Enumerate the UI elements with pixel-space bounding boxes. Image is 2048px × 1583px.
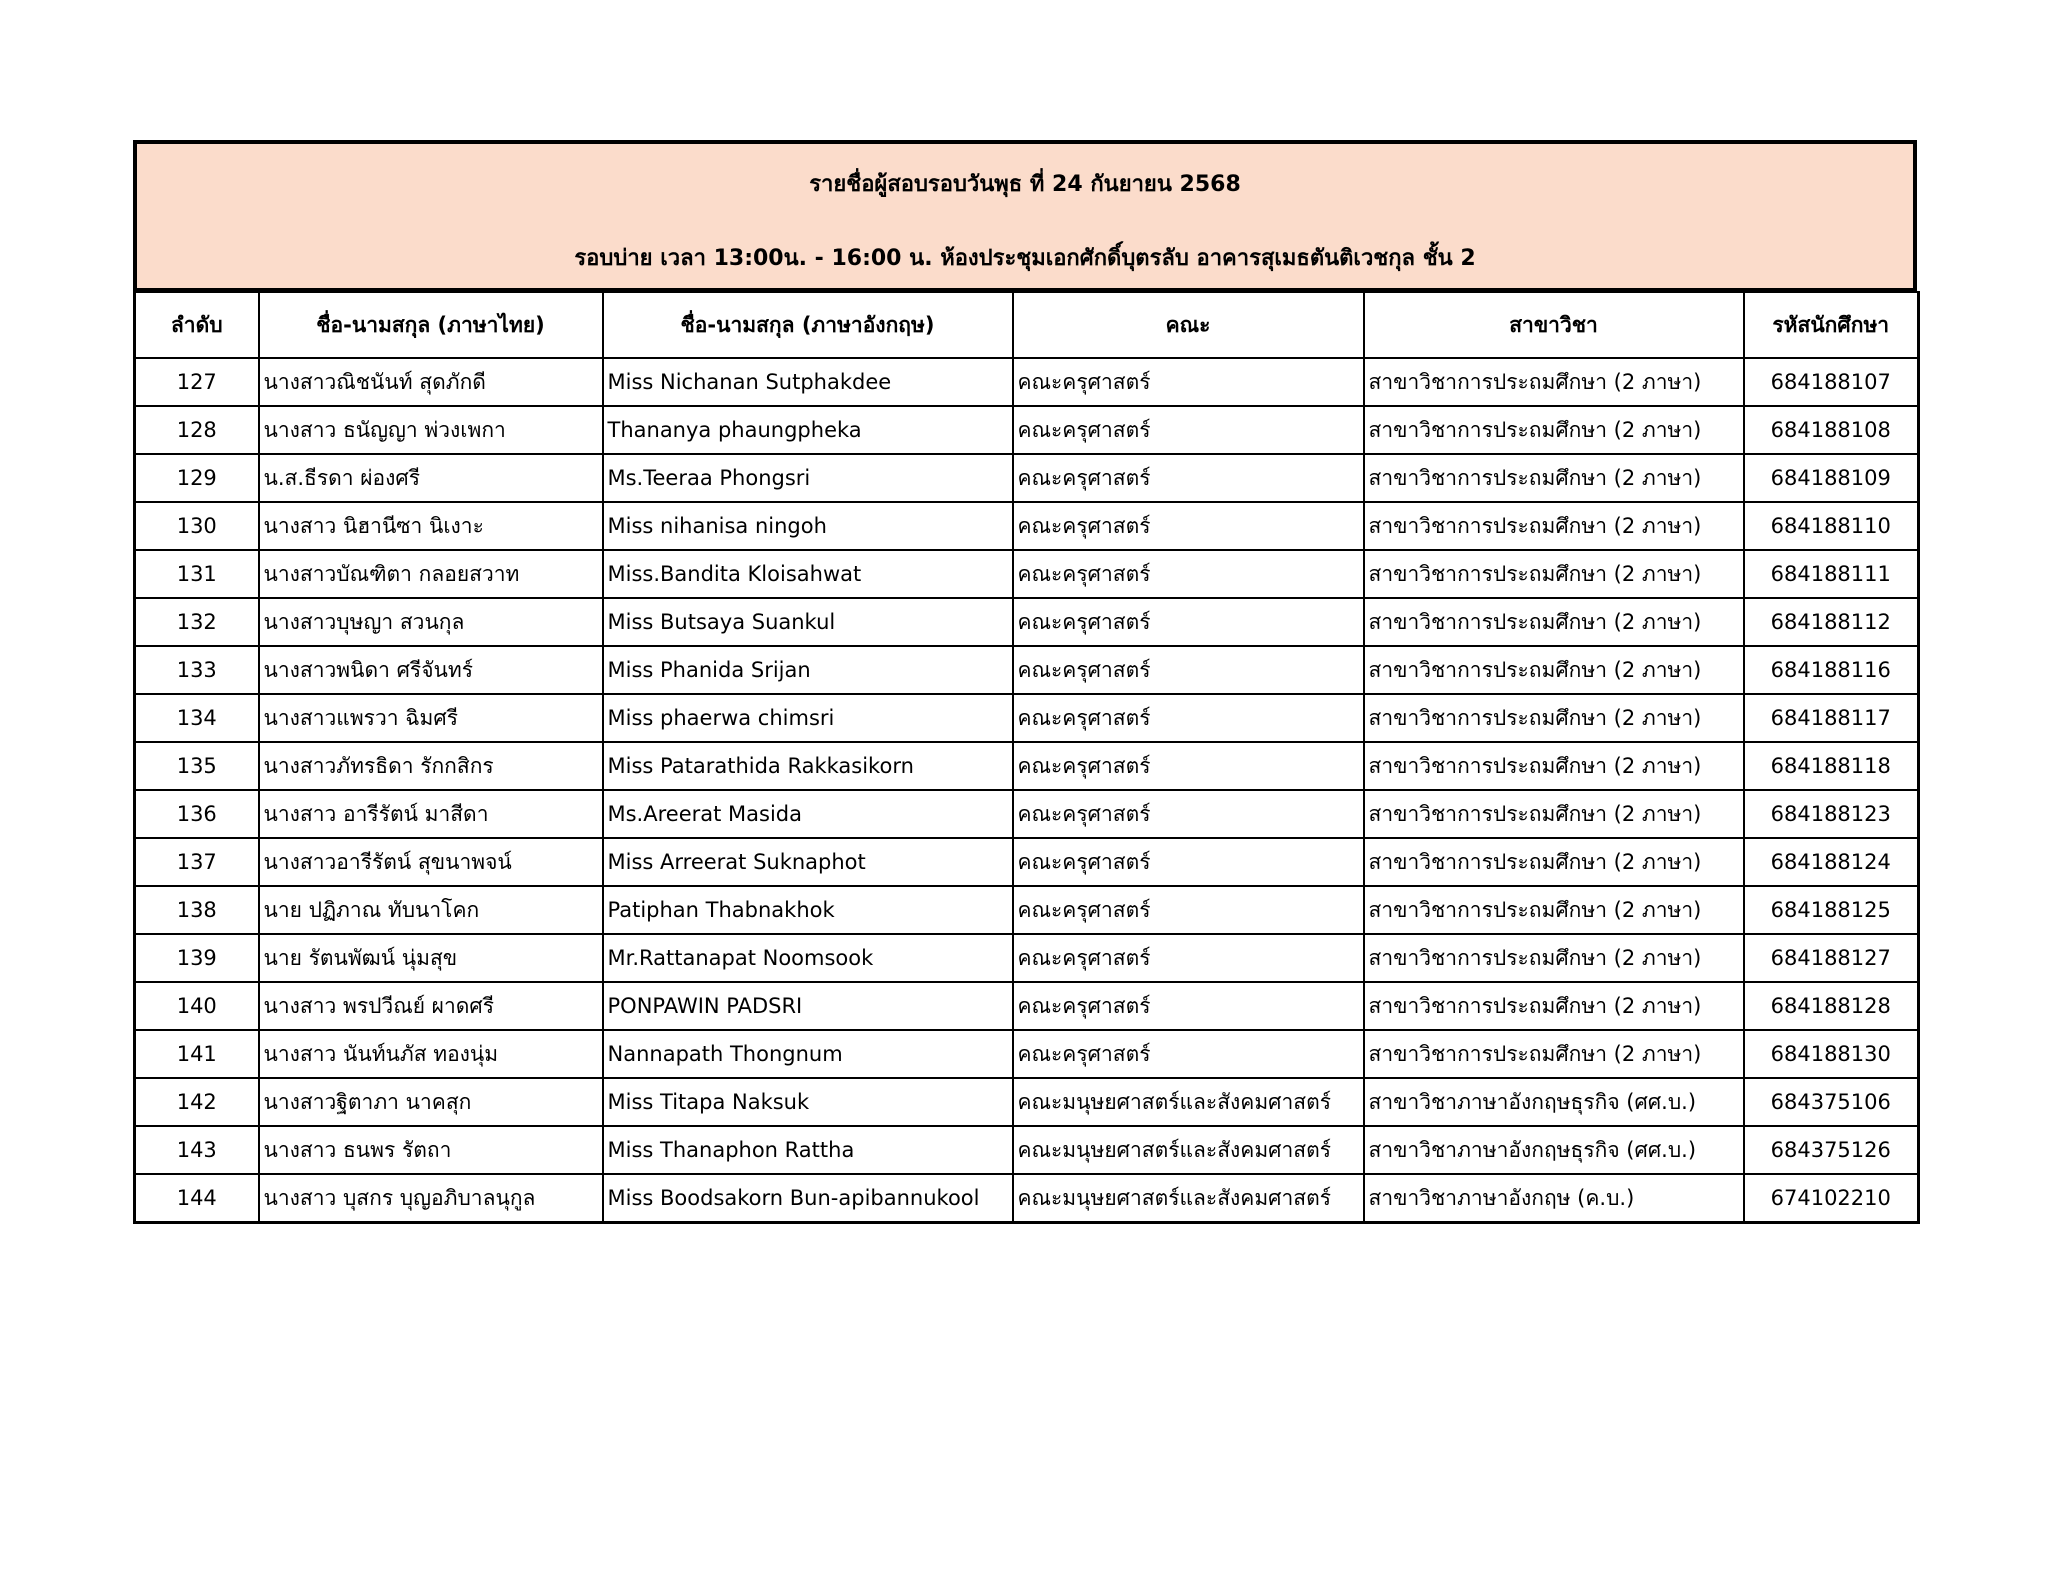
cell-order: 131 (135, 550, 259, 598)
table-row (135, 502, 1919, 550)
cell-thai-name: นางสาว นิฮานีซา นิเงาะ (259, 502, 603, 550)
cell-faculty: คณะครุศาสตร์ (1013, 646, 1364, 694)
cell-thai-name: นางสาว ธนัญญา พ่วงเพกา (259, 406, 603, 454)
cell-english-name: Miss Nichanan Sutphakdee (603, 358, 1013, 406)
cell-student-id: 684188124 (1744, 838, 1919, 886)
table-row (135, 886, 1919, 934)
cell-faculty: คณะครุศาสตร์ (1013, 694, 1364, 742)
cell-major: สาขาวิชาการประถมศึกษา (2 ภาษา) (1364, 934, 1744, 982)
cell-english-name: Miss Thanaphon Rattha (603, 1126, 1013, 1174)
cell-student-id: 684375126 (1744, 1126, 1919, 1174)
cell-thai-name: นางสาว นันท์นภัส ทองนุ่ม (259, 1030, 603, 1078)
table-row (135, 598, 1919, 646)
cell-english-name: Miss phaerwa chimsri (603, 694, 1013, 742)
cell-major: สาขาวิชาการประถมศึกษา (2 ภาษา) (1364, 358, 1744, 406)
cell-major: สาขาวิชาการประถมศึกษา (2 ภาษา) (1364, 790, 1744, 838)
cell-order: 142 (135, 1078, 259, 1126)
cell-thai-name: นางสาว อารีรัตน์ มาสีดา (259, 790, 603, 838)
cell-major: สาขาวิชาการประถมศึกษา (2 ภาษา) (1364, 694, 1744, 742)
cell-faculty: คณะครุศาสตร์ (1013, 742, 1364, 790)
cell-major: สาขาวิชาการประถมศึกษา (2 ภาษา) (1364, 886, 1744, 934)
cell-major: สาขาวิชาการประถมศึกษา (2 ภาษา) (1364, 742, 1744, 790)
cell-english-name: Miss Boodsakorn Bun-apibannukool (603, 1174, 1013, 1223)
cell-order: 129 (135, 454, 259, 502)
cell-faculty: คณะมนุษยศาสตร์และสังคมศาสตร์ (1013, 1126, 1364, 1174)
cell-faculty: คณะครุศาสตร์ (1013, 790, 1364, 838)
cell-major: สาขาวิชาการประถมศึกษา (2 ภาษา) (1364, 1030, 1744, 1078)
cell-order: 136 (135, 790, 259, 838)
cell-thai-name: นางสาวบุษญา สวนกุล (259, 598, 603, 646)
cell-faculty: คณะครุศาสตร์ (1013, 982, 1364, 1030)
table-row (135, 1174, 1919, 1223)
cell-thai-name: นางสาวณิชนันท์ สุดภักดี (259, 358, 603, 406)
cell-order: 139 (135, 934, 259, 982)
roster-header (133, 140, 1917, 291)
table-row (135, 694, 1919, 742)
cell-major: สาขาวิชาการประถมศึกษา (2 ภาษา) (1364, 646, 1744, 694)
cell-student-id: 684188123 (1744, 790, 1919, 838)
cell-order: 137 (135, 838, 259, 886)
table-row (135, 358, 1919, 406)
cell-faculty: คณะมนุษยศาสตร์และสังคมศาสตร์ (1013, 1078, 1364, 1126)
table-row (135, 406, 1919, 454)
cell-order: 138 (135, 886, 259, 934)
cell-student-id: 684188118 (1744, 742, 1919, 790)
cell-faculty: คณะครุศาสตร์ (1013, 358, 1364, 406)
table-row (135, 838, 1919, 886)
cell-order: 143 (135, 1126, 259, 1174)
cell-major: สาขาวิชาการประถมศึกษา (2 ภาษา) (1364, 406, 1744, 454)
table-row (135, 454, 1919, 502)
column-header-student-id: รหัสนักศึกษา (1744, 292, 1919, 358)
column-header-order: ลำดับ (135, 292, 259, 358)
cell-major: สาขาวิชาการประถมศึกษา (2 ภาษา) (1364, 838, 1744, 886)
cell-faculty: คณะมนุษยศาสตร์และสังคมศาสตร์ (1013, 1174, 1364, 1223)
cell-english-name: Mr.Rattanapat Noomsook (603, 934, 1013, 982)
table-row (135, 550, 1919, 598)
cell-faculty: คณะครุศาสตร์ (1013, 454, 1364, 502)
cell-thai-name: นางสาวอารีรัตน์ สุขนาพจน์ (259, 838, 603, 886)
cell-faculty: คณะครุศาสตร์ (1013, 550, 1364, 598)
cell-thai-name: นางสาวภัทรธิดา รักกสิกร (259, 742, 603, 790)
cell-student-id: 684188108 (1744, 406, 1919, 454)
cell-order: 132 (135, 598, 259, 646)
cell-order: 127 (135, 358, 259, 406)
table-row (135, 982, 1919, 1030)
cell-student-id: 684188128 (1744, 982, 1919, 1030)
cell-english-name: Patiphan Thabnakhok (603, 886, 1013, 934)
cell-student-id: 684188116 (1744, 646, 1919, 694)
cell-student-id: 684188109 (1744, 454, 1919, 502)
cell-english-name: Miss Arreerat Suknaphot (603, 838, 1013, 886)
cell-english-name: Miss nihanisa ningoh (603, 502, 1013, 550)
cell-major: สาขาวิชาการประถมศึกษา (2 ภาษา) (1364, 982, 1744, 1030)
cell-student-id: 684188127 (1744, 934, 1919, 982)
cell-order: 135 (135, 742, 259, 790)
cell-english-name: Nannapath Thongnum (603, 1030, 1013, 1078)
cell-faculty: คณะครุศาสตร์ (1013, 598, 1364, 646)
table-row (135, 646, 1919, 694)
cell-student-id: 684188130 (1744, 1030, 1919, 1078)
cell-order: 141 (135, 1030, 259, 1078)
cell-english-name: Ms.Teeraa Phongsri (603, 454, 1013, 502)
table-row (135, 1078, 1919, 1126)
cell-thai-name: นาย รัตนพัฒน์ นุ่มสุข (259, 934, 603, 982)
cell-student-id: 684188111 (1744, 550, 1919, 598)
cell-faculty: คณะครุศาสตร์ (1013, 502, 1364, 550)
cell-student-id: 684188107 (1744, 358, 1919, 406)
roster-table (133, 291, 1920, 1224)
cell-thai-name: นางสาวบัณฑิตา กลอยสวาท (259, 550, 603, 598)
cell-student-id: 674102210 (1744, 1174, 1919, 1223)
column-header-faculty: คณะ (1013, 292, 1364, 358)
cell-order: 134 (135, 694, 259, 742)
cell-student-id: 684188117 (1744, 694, 1919, 742)
cell-thai-name: น.ส.ธีรดา ผ่องศรี (259, 454, 603, 502)
cell-order: 130 (135, 502, 259, 550)
table-row (135, 742, 1919, 790)
cell-order: 133 (135, 646, 259, 694)
cell-major: สาขาวิชาภาษาอังกฤษ (ค.บ.) (1364, 1174, 1744, 1223)
cell-major: สาขาวิชาการประถมศึกษา (2 ภาษา) (1364, 550, 1744, 598)
cell-major: สาขาวิชาการประถมศึกษา (2 ภาษา) (1364, 502, 1744, 550)
roster-title: รายชื่อผู้สอบรอบวันพุธ ที่ 24 กันยายน 2568 (809, 172, 1241, 197)
cell-faculty: คณะครุศาสตร์ (1013, 934, 1364, 982)
table-row (135, 934, 1919, 982)
table-row (135, 1030, 1919, 1078)
cell-order: 140 (135, 982, 259, 1030)
column-header-major: สาขาวิชา (1364, 292, 1744, 358)
cell-student-id: 684375106 (1744, 1078, 1919, 1126)
cell-thai-name: นางสาวพนิดา ศรีจันทร์ (259, 646, 603, 694)
roster-table-body (135, 358, 1919, 1223)
cell-student-id: 684188112 (1744, 598, 1919, 646)
cell-english-name: Miss.Bandita Kloisahwat (603, 550, 1013, 598)
cell-english-name: Miss Patarathida Rakkasikorn (603, 742, 1013, 790)
cell-thai-name: นางสาวแพรวา ฉิมศรี (259, 694, 603, 742)
cell-order: 128 (135, 406, 259, 454)
column-header-english-name: ชื่อ-นามสกุล (ภาษาอังกฤษ) (603, 292, 1013, 358)
cell-english-name: Ms.Areerat Masida (603, 790, 1013, 838)
cell-english-name: PONPAWIN PADSRI (603, 982, 1013, 1030)
cell-faculty: คณะครุศาสตร์ (1013, 406, 1364, 454)
cell-thai-name: นางสาวฐิตาภา นาคสุก (259, 1078, 603, 1126)
cell-major: สาขาวิชาการประถมศึกษา (2 ภาษา) (1364, 454, 1744, 502)
cell-order: 144 (135, 1174, 259, 1223)
roster-session-info: รอบบ่าย เวลา 13:00น. - 16:00 น. ห้องประชุมเอกศักดิ์บุตรลับ อาคารสุเมธตันติเวชกุล ชั้น 2 (574, 246, 1476, 271)
table-header-row (135, 292, 1919, 358)
exam-roster-sheet (133, 140, 1917, 1224)
cell-thai-name: นางสาว ธนพร รัตถา (259, 1126, 603, 1174)
cell-student-id: 684188110 (1744, 502, 1919, 550)
cell-faculty: คณะครุศาสตร์ (1013, 838, 1364, 886)
cell-thai-name: นางสาว บุสกร บุญอภิบาลนุกูล (259, 1174, 603, 1223)
cell-student-id: 684188125 (1744, 886, 1919, 934)
cell-english-name: Thananya phaungpheka (603, 406, 1013, 454)
cell-major: สาขาวิชาภาษาอังกฤษธุรกิจ (ศศ.บ.) (1364, 1078, 1744, 1126)
table-row (135, 790, 1919, 838)
cell-faculty: คณะครุศาสตร์ (1013, 1030, 1364, 1078)
cell-faculty: คณะครุศาสตร์ (1013, 886, 1364, 934)
table-row (135, 1126, 1919, 1174)
cell-major: สาขาวิชาภาษาอังกฤษธุรกิจ (ศศ.บ.) (1364, 1126, 1744, 1174)
cell-thai-name: นางสาว พรปวีณย์ ผาดศรี (259, 982, 603, 1030)
column-header-thai-name: ชื่อ-นามสกุล (ภาษาไทย) (259, 292, 603, 358)
cell-thai-name: นาย ปฏิภาณ ทับนาโคก (259, 886, 603, 934)
cell-major: สาขาวิชาการประถมศึกษา (2 ภาษา) (1364, 598, 1744, 646)
cell-english-name: Miss Butsaya Suankul (603, 598, 1013, 646)
cell-english-name: Miss Phanida Srijan (603, 646, 1013, 694)
cell-english-name: Miss Titapa Naksuk (603, 1078, 1013, 1126)
